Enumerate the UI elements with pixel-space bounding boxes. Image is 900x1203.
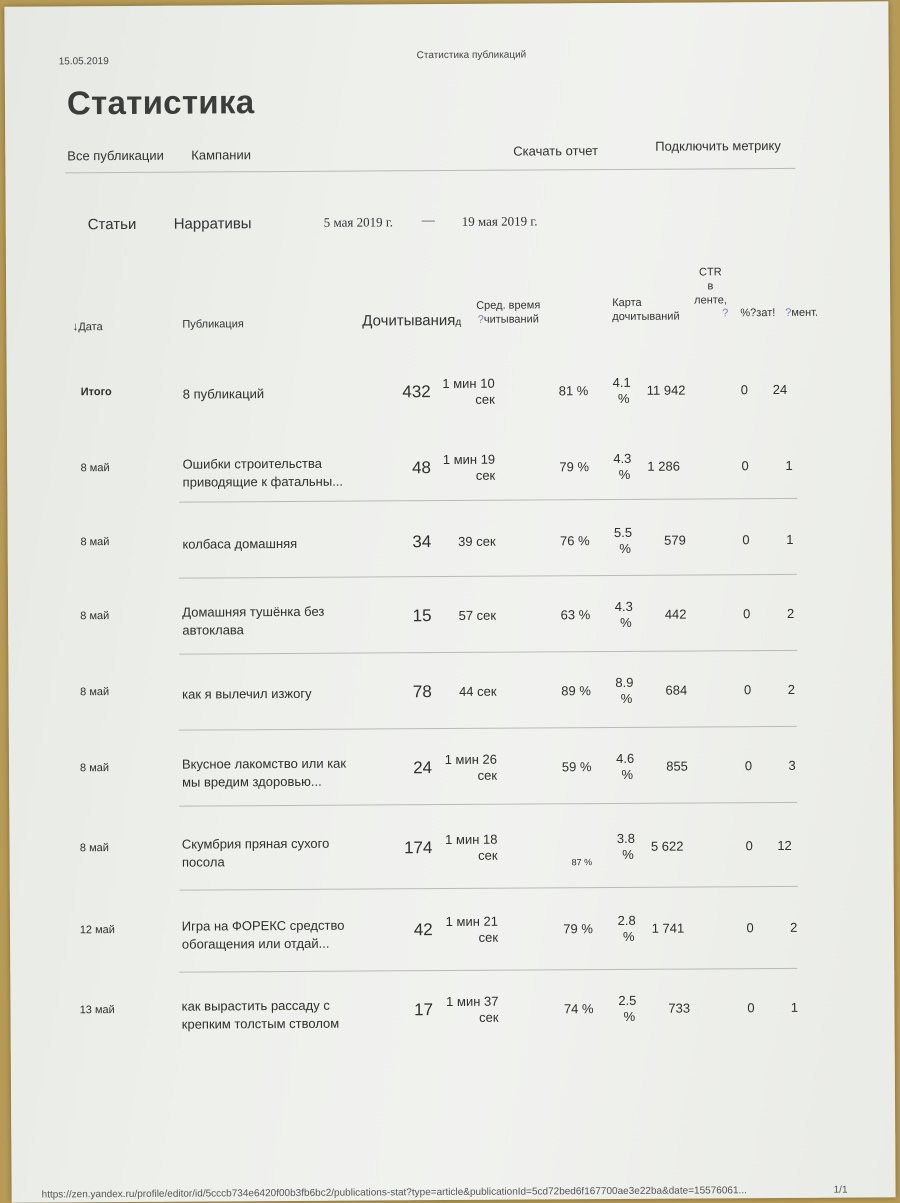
cell-zero: 0 [741,382,748,397]
cell-comments: 24 [773,382,788,397]
cell-read-percent: 76 % [560,533,590,548]
column-ctr-label-2: в [694,279,727,293]
column-reads-tail: д [455,317,461,328]
download-report-link[interactable]: Скачать отчет [513,143,598,159]
cell-comments: 2 [788,682,795,697]
printed-page [4,1,895,1202]
table-row[interactable] [4,1,888,6]
cell-title-line-1[interactable]: как я вылечил изжогу [182,685,312,704]
cell-time-line-1: 1 мин 21 [428,914,498,930]
row-divider [179,574,797,579]
print-page-number: 1/1 [834,1185,848,1196]
cell-read-percent: 89 % [561,683,591,698]
cell-time-line-1: 44 сек [427,684,497,700]
cell-time-line-2: сек [425,468,495,484]
cell-views: 579 [664,533,686,548]
column-map-label-1: Карта [612,296,679,310]
cell-reads: 432 [371,382,431,402]
cell-comments: 1 [785,458,792,473]
column-reads-label: Дочитывания [362,312,455,330]
cell-time-line-1: 1 мин 18 [427,832,497,848]
cell-reads: 48 [371,458,431,478]
cell-ctr-unit: % [617,847,639,863]
cell-title-line-1[interactable]: Ошибки строительства [182,455,322,474]
print-date: 15.05.2019 [59,56,109,67]
cell-title-line-1[interactable]: Вкусное лакомство или как [182,755,346,774]
cell-reads: 17 [373,1000,433,1020]
cell-zero: 0 [746,838,753,853]
cell-zero: 0 [741,458,748,473]
tab-articles[interactable]: Статьи [88,216,137,233]
cell-title-line-2[interactable]: посола [182,853,225,871]
cell-title-line-1[interactable]: 8 публикаций [183,385,265,403]
table-row[interactable] [4,1,888,6]
cell-date: 8 май [81,462,110,474]
cell-comments: 2 [790,920,797,935]
nav-divider [65,168,795,173]
cell-views: 733 [668,1001,690,1016]
column-comments-label: мент. [791,307,818,319]
cell-ctr-unit: % [616,767,638,783]
row-divider [179,968,797,973]
column-tail-label: ?зат! [750,307,775,319]
cell-views: 5 622 [651,839,684,854]
cell-reads: 24 [372,758,432,778]
column-time-label-2: читываний [484,313,539,325]
cell-title-line-1[interactable]: Скумбрия пряная сухого [182,835,330,854]
date-to[interactable]: 19 мая 2019 г. [462,213,538,229]
cell-reads: 42 [373,920,433,940]
cell-title-line-2[interactable]: приводящие к фатальны... [183,473,343,492]
connect-metrika-link[interactable]: Подключить метрику [655,138,781,154]
cell-ctr-unit: % [614,541,636,557]
help-icon[interactable]: ? [478,314,484,326]
cell-time-line-1: 1 мин 19 [425,452,495,468]
cell-comments: 2 [787,606,794,621]
column-date-label: Дата [78,321,102,333]
cell-reads: 34 [371,532,431,552]
nav-campaigns[interactable]: Кампании [191,147,251,162]
column-header-date[interactable] [72,319,102,333]
cell-date: 13 май [80,1004,115,1016]
column-time-label-1: Сред. время [476,298,540,312]
date-range-dash: — [422,212,435,228]
column-ctr-percent: % [740,307,750,319]
cell-comments: 1 [791,1000,798,1015]
page-title: Статистика [67,83,255,122]
cell-time-line-2: сек [425,392,495,408]
cell-title-line-2[interactable]: обогащения или отдай... [182,935,330,954]
tab-narratives[interactable]: Нарративы [174,215,252,232]
cell-time-line-1: 39 сек [426,534,496,550]
cell-read-percent: 74 % [564,1001,594,1016]
cell-date: 8 май [80,762,109,774]
cell-time-line-1: 1 мин 26 [427,752,497,768]
cell-zero: 0 [742,532,749,547]
cell-zero: 0 [747,1000,754,1015]
cell-time-line-2: сек [427,768,497,784]
cell-zero: 0 [744,682,751,697]
cell-ctr-value: 4.3 [613,599,635,615]
cell-time-line-1: 1 мин 37 [428,994,498,1010]
cell-time-line-2: сек [428,930,498,946]
row-divider [179,498,797,503]
cell-title-line-2[interactable]: мы вредим здоровью... [182,773,322,792]
cell-views: 442 [665,607,687,622]
column-header-reads[interactable] [362,312,461,330]
cell-date: Итого [81,386,112,398]
cell-title-line-2[interactable]: автоклава [182,621,244,639]
cell-time-line-1: 57 сек [426,608,496,624]
table-row[interactable] [4,1,888,6]
cell-title-line-1[interactable]: как вырастить рассаду с [182,997,330,1016]
cell-time-line-2: сек [428,848,498,864]
print-doc-title: Статистика публикаций [417,50,527,62]
column-header-avg-time[interactable] [476,298,540,326]
nav-all-publications[interactable]: Все публикации [67,148,164,164]
cell-zero: 0 [746,920,753,935]
cell-ctr-value: 2.8 [616,913,638,929]
column-header-read-map[interactable] [612,296,679,324]
cell-read-percent: 79 % [559,459,589,474]
print-url: https://zen.yandex.ru/profile/editor/id/5cccb734e6420f00b3fb6bc2/publications-stat?type=article&publicationId=5cd72bed6f167700ae3e22ba&date=15576061... [42,1185,747,1200]
date-from[interactable]: 5 мая 2019 г. [324,214,393,230]
cell-comments: 3 [788,758,795,773]
cell-ctr-value: 4.3 [611,451,633,467]
row-divider [179,886,797,891]
cell-ctr-value: 2.5 [616,993,638,1009]
cell-views: 11 942 [647,383,686,398]
cell-views: 1 741 [652,921,685,936]
table-row[interactable] [4,1,888,6]
cell-views: 855 [666,759,688,774]
column-header-tail[interactable] [722,307,818,320]
cell-reads: 174 [372,838,432,858]
cell-ctr-value: 5.5 [612,525,634,541]
cell-zero: 0 [743,606,750,621]
cell-ctr-unit: % [615,615,637,631]
cell-date: 8 май [80,842,109,854]
cell-read-percent: 79 % [563,921,593,936]
cell-ctr-unit: % [613,467,635,483]
cell-ctr-unit: % [618,929,640,945]
cell-read-percent: 59 % [562,759,592,774]
cell-views: 684 [665,683,687,698]
cell-title-line-1[interactable]: Игра на ФОРЕКС средство [182,917,345,936]
cell-ctr-value: 8.9 [613,675,635,691]
cell-read-percent: 87 % [572,857,593,867]
column-ctr-label-3: ленте, [694,293,727,307]
row-divider [179,726,797,731]
cell-reads: 15 [371,606,431,626]
table-row[interactable] [4,1,888,6]
cell-title-line-1[interactable]: Домашняя тушёнка без [182,603,324,622]
column-header-ctr[interactable] [694,265,727,307]
cell-date: 8 май [80,536,109,548]
cell-date: 12 май [80,924,115,936]
row-divider [179,802,797,807]
cell-ctr-value: 3.8 [615,831,637,847]
column-map-label-2: дочитываний [612,310,679,324]
cell-ctr-unit: % [613,391,635,407]
help-icon[interactable]: ? [722,307,728,319]
cell-date: 8 май [80,686,109,698]
cell-reads: 78 [372,682,432,702]
cell-ctr-value: 4.1 [611,375,633,391]
table-row[interactable] [4,1,888,6]
cell-title-line-1[interactable]: колбаса домашняя [182,535,297,554]
cell-ctr-unit: % [615,691,637,707]
help-icon[interactable]: ? [785,307,791,319]
sort-arrow-icon: ↓ [72,319,78,333]
table-row[interactable] [4,1,888,6]
column-header-publication[interactable]: Публикация [182,318,244,330]
cell-views: 1 286 [647,459,680,474]
stats-table-body [4,1,888,6]
cell-title-line-2[interactable]: крепким толстым стволом [182,1015,340,1034]
cell-read-percent: 81 % [559,383,589,398]
row-divider [179,650,797,655]
cell-read-percent: 63 % [561,607,591,622]
cell-ctr-unit: % [618,1009,640,1025]
cell-date: 8 май [80,610,109,622]
cell-comments: 1 [786,532,793,547]
cell-comments: 12 [777,838,792,853]
cell-zero: 0 [745,758,752,773]
table-row[interactable] [4,1,888,6]
column-ctr-label-1: CTR [694,265,727,279]
cell-time-line-1: 1 мин 10 [425,376,495,392]
cell-time-line-2: сек [428,1010,498,1026]
table-row[interactable] [4,1,888,6]
cell-ctr-value: 4.6 [614,751,636,767]
